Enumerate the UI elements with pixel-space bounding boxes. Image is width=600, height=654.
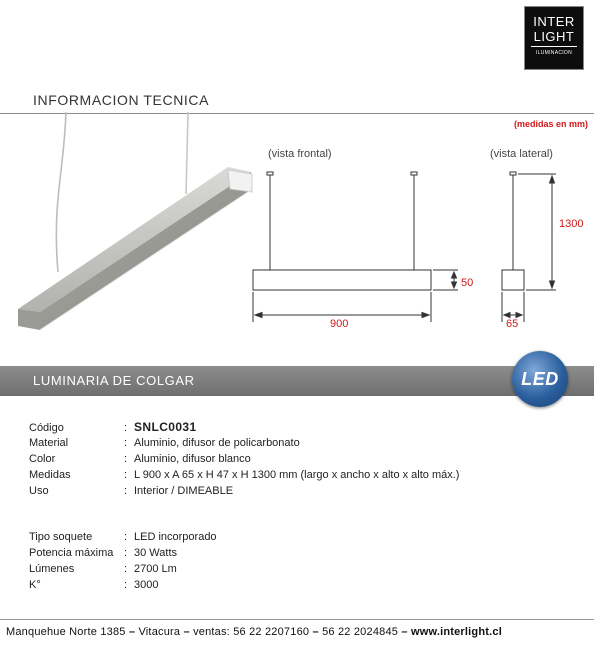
spec-row — [29, 452, 251, 467]
spec-value: SNLC0031 — [134, 420, 197, 434]
spec-value: 2700 Lm — [134, 563, 177, 575]
footer-address: Manquehue Norte 1385 — [6, 626, 126, 638]
spec-row — [29, 530, 217, 545]
footer-website-link[interactable]: www.interlight.cl — [410, 626, 502, 638]
spec-value: L 900 x A 65 x H 47 x H 1300 mm (largo x ancho x alto x alto máx.) — [134, 469, 460, 481]
side-view-label: (vista lateral) — [490, 148, 553, 160]
spec-row — [29, 436, 300, 451]
spec-key: Material — [29, 437, 69, 449]
led-badge-icon: LED — [512, 351, 568, 407]
logo-line-3: ILUMINACION — [535, 50, 573, 56]
dimension-drawing — [240, 168, 570, 338]
footer-dash: – — [128, 626, 136, 638]
dim-height-label: 1300 — [559, 218, 584, 230]
spec-value: LED incorporado — [134, 531, 217, 543]
footer-phone: 56 22 2024845 — [322, 626, 399, 638]
spec-row — [29, 420, 197, 436]
product-type-title: LUMINARIA DE COLGAR — [33, 373, 195, 388]
footer — [6, 626, 502, 638]
logo-line-1: INTER — [533, 14, 575, 29]
spec-value: Aluminio, difusor blanco — [134, 453, 251, 465]
logo-line-2: LIGHT — [531, 29, 577, 47]
spec-row — [29, 578, 158, 593]
spec-row — [29, 562, 177, 577]
footer-dash: – — [183, 626, 190, 638]
spec-row — [29, 484, 233, 499]
section-title-technical: INFORMACION TECNICA — [33, 92, 210, 108]
side-view-body — [502, 270, 524, 290]
footer-dash: – — [401, 626, 408, 638]
brand-logo — [524, 6, 584, 70]
spec-colon: : — [124, 531, 128, 543]
spec-colon: : — [124, 453, 128, 465]
dim-length-label: 900 — [330, 318, 349, 330]
dim-width-label: 65 — [506, 318, 519, 330]
spec-colon: : — [124, 437, 128, 449]
spec-row — [29, 468, 459, 483]
suspension-wire-right — [186, 112, 188, 194]
spec-colon: : — [124, 563, 128, 575]
spec-key: Color — [29, 453, 56, 465]
spec-colon: : — [124, 547, 128, 559]
footer-sales: ventas: 56 22 2207160 — [193, 626, 310, 638]
luminaire-side — [18, 309, 40, 330]
spec-key: K° — [29, 579, 41, 591]
spec-colon: : — [124, 422, 128, 434]
spec-value: Interior / DIMEABLE — [134, 485, 234, 497]
spec-colon: : — [124, 485, 128, 497]
front-view-body — [253, 270, 431, 290]
spec-value: Aluminio, difusor de policarbonato — [134, 437, 300, 449]
footer-dash: – — [312, 626, 319, 638]
spec-row — [29, 546, 177, 561]
spec-key: Medidas — [29, 469, 71, 481]
spec-value: 3000 — [134, 579, 159, 591]
spec-key: Tipo soquete — [29, 531, 93, 543]
front-view-label: (vista frontal) — [268, 148, 332, 160]
dim-body-height-label: 50 — [461, 277, 474, 289]
units-note: (medidas en mm) — [513, 119, 588, 129]
spec-key: Código — [29, 422, 64, 434]
spec-colon: : — [124, 469, 128, 481]
spec-value: 30 Watts — [134, 547, 177, 559]
spec-colon: : — [124, 579, 128, 591]
spec-key: Uso — [29, 485, 49, 497]
suspension-wire-left — [56, 112, 66, 272]
footer-divider — [0, 619, 594, 620]
spec-key: Potencia máxima — [29, 547, 114, 559]
product-image — [0, 112, 270, 342]
spec-key: Lúmenes — [29, 563, 75, 575]
luminaire-top — [18, 167, 251, 312]
footer-city: Vitacura — [138, 626, 181, 638]
